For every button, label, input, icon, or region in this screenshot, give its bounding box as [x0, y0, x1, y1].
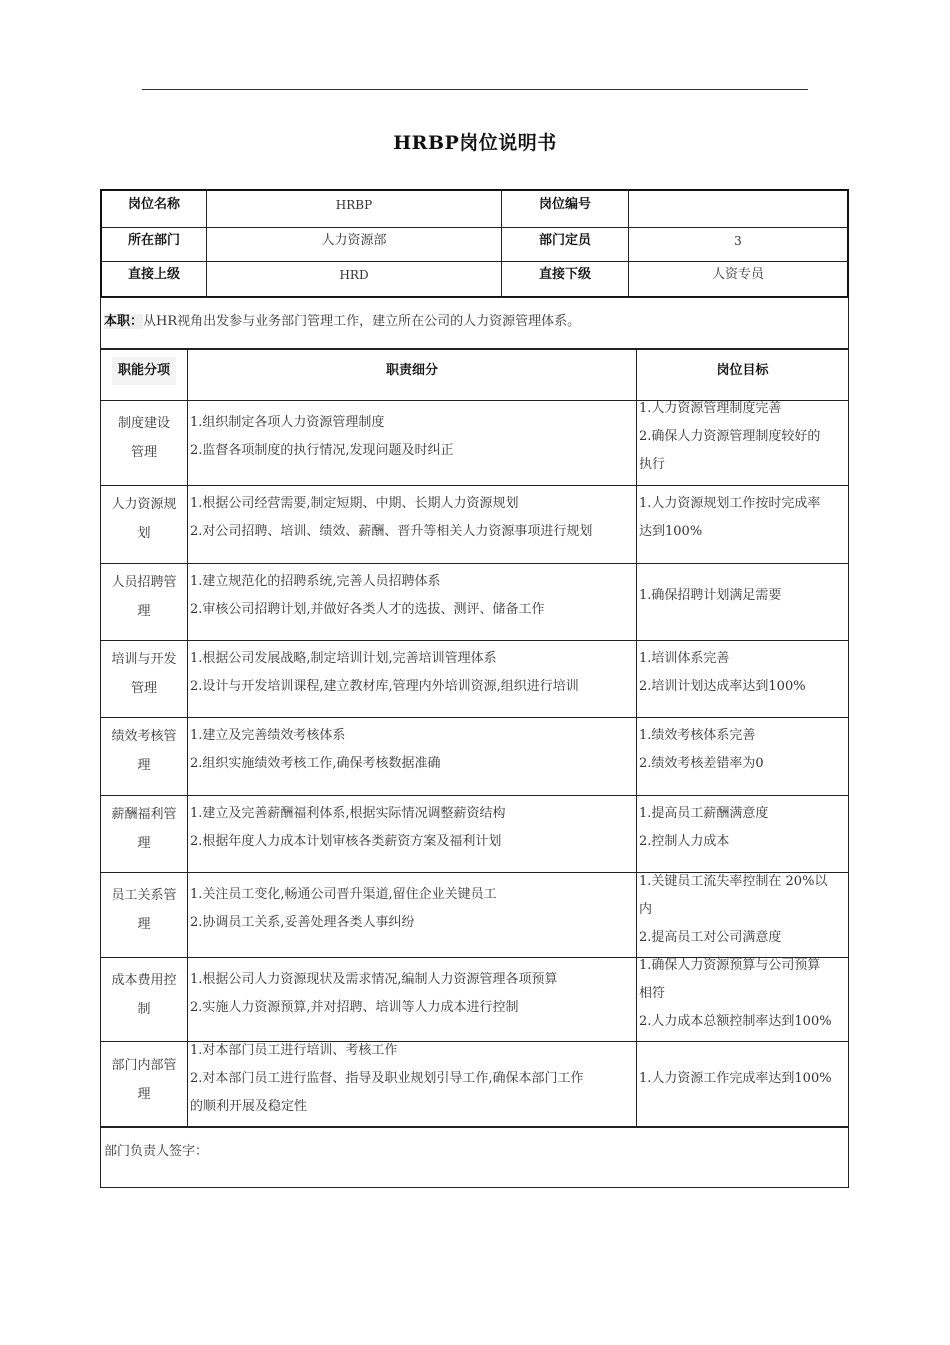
function-line: 理 — [137, 604, 151, 619]
detail-line: 1.建立规范化的招聘系统,完善人员招聘体系 — [190, 574, 441, 589]
duty-text: 从HR视角出发参与业务部门管理工作，建立所在公司的人力资源管理体系。 — [143, 314, 581, 329]
goal-line: 1.确保招聘计划满足需要 — [639, 588, 782, 603]
detail-line: 的顺利开展及稳定性 — [190, 1099, 308, 1114]
function-line: 理 — [137, 1087, 151, 1102]
detail-line: 2.协调员工关系,妥善处理各类人事纠纷 — [190, 915, 415, 930]
row-details — [188, 881, 636, 937]
duty-label: 本职： — [104, 314, 144, 329]
superior-label: 直接上级 — [127, 267, 180, 282]
row-function — [101, 800, 187, 858]
row-goals — [637, 645, 848, 701]
function-line: 理 — [137, 758, 151, 773]
detail-line: 2.监督各项制度的执行情况,发现问题及时纠正 — [190, 443, 454, 458]
detail-line: 2.审核公司招聘计划,并做好各类人才的选拔、测评、储备工作 — [190, 602, 545, 617]
row-goals — [637, 395, 848, 479]
row-details — [188, 966, 636, 1022]
duty-statement — [104, 308, 844, 336]
detail-line: 1.对本部门员工进行培训、考核工作 — [190, 1043, 398, 1058]
detail-line: 1.根据公司人力资源现状及需求情况,编制人力资源管理各项预算 — [190, 972, 558, 987]
row-details — [188, 722, 636, 778]
function-line: 人员招聘管 — [111, 575, 177, 590]
goal-line: 相符 — [639, 986, 666, 1001]
detail-line: 1.根据公司经营需要,制定短期、中期、长期人力资源规划 — [190, 496, 519, 511]
detail-line: 1.建立及完善薪酬福利体系,根据实际情况调整薪资结构 — [190, 806, 506, 821]
detail-line: 1.组织制定各项人力资源管理制度 — [190, 415, 385, 430]
department-label: 所在部门 — [127, 233, 180, 248]
goal-line: 1.人力资源管理制度完善 — [639, 401, 782, 416]
function-line: 理 — [137, 836, 151, 851]
goal-line: 1.培训体系完善 — [639, 651, 730, 666]
row-function — [101, 409, 187, 467]
subordinate-label: 直接下级 — [538, 267, 591, 282]
header-details: 职责细分 — [385, 363, 438, 378]
position-code-value — [629, 191, 847, 221]
row-goals — [637, 868, 848, 952]
detail-line: 2.对公司招聘、培训、绩效、薪酬、晋升等相关人力资源事项进行规划 — [190, 524, 593, 539]
divider — [100, 717, 849, 718]
detail-line: 1.关注员工变化,畅通公司晋升渠道,留住企业关键员工 — [190, 887, 497, 902]
detail-line: 2.实施人力资源预算,并对招聘、培训等人力成本进行控制 — [190, 1000, 519, 1015]
superior-value: HRD — [339, 268, 369, 282]
goal-line: 1.绩效考核体系完善 — [639, 728, 756, 743]
goal-line: 内 — [639, 902, 653, 917]
function-line: 制度建设 — [117, 416, 170, 431]
headcount-value: 3 — [734, 234, 742, 248]
headcount-label: 部门定员 — [538, 233, 591, 248]
position-name-label: 岗位名称 — [127, 197, 180, 212]
row-goals — [637, 800, 848, 856]
header-rule — [142, 89, 808, 90]
row-details — [188, 645, 636, 701]
row-function — [101, 881, 187, 939]
divider — [100, 485, 849, 486]
goal-line: 1.确保人力资源预算与公司预算 — [639, 958, 821, 973]
subordinate-value: 人资专员 — [711, 267, 764, 282]
function-line: 成本费用控 — [111, 973, 177, 988]
header-goal: 岗位目标 — [716, 363, 769, 378]
goal-line: 2.培训计划达成率达到100% — [639, 679, 806, 694]
function-line: 管理 — [130, 681, 157, 696]
goal-line: 2.确保人力资源管理制度较好的 — [639, 429, 821, 444]
row-goals — [637, 722, 848, 778]
divider — [100, 640, 849, 641]
goal-line: 2.绩效考核差错率为0 — [639, 756, 764, 771]
function-line: 人力资源规 — [111, 497, 177, 512]
header-function: 职能分项 — [112, 357, 176, 385]
divider — [100, 563, 849, 564]
function-line: 管理 — [130, 445, 157, 460]
row-goals — [637, 1065, 848, 1093]
goal-line: 2.控制人力成本 — [639, 834, 730, 849]
goal-line: 1.人力资源规划工作按时完成率 — [639, 496, 821, 511]
row-goals — [637, 490, 848, 546]
function-line: 划 — [137, 526, 151, 541]
function-line: 制 — [137, 1002, 151, 1017]
row-function — [101, 645, 187, 703]
row-function — [101, 568, 187, 626]
row-details — [188, 409, 636, 465]
row-goals — [637, 952, 848, 1036]
row-details — [188, 568, 636, 624]
function-line: 培训与开发 — [111, 652, 177, 667]
function-line: 部门内部管 — [111, 1058, 177, 1073]
function-line: 绩效考核管 — [111, 729, 177, 744]
detail-line: 2.设计与开发培训课程,建立教材库,管理内外培训资源,组织进行培训 — [190, 679, 579, 694]
goal-line: 2.提高员工对公司满意度 — [639, 930, 782, 945]
row-function — [101, 490, 187, 548]
row-function — [101, 722, 187, 780]
page-title: HRBP岗位说明书 — [393, 132, 557, 154]
function-line: 员工关系管 — [111, 888, 177, 903]
row-details — [188, 1037, 636, 1121]
row-function — [101, 1051, 187, 1109]
signature-label: 部门负责人签字： — [104, 1144, 209, 1159]
row-function — [101, 966, 187, 1024]
department-value: 人力资源部 — [321, 233, 387, 248]
detail-line: 2.对本部门员工进行监督、指导及职业规划引导工作,确保本部门工作 — [190, 1071, 584, 1086]
row-details — [188, 490, 636, 546]
goal-line: 达到100% — [639, 524, 703, 539]
function-line: 薪酬福利管 — [111, 807, 177, 822]
goal-line: 1.关键员工流失率控制在 20%以 — [639, 874, 828, 889]
detail-line: 2.组织实施绩效考核工作,确保考核数据准确 — [190, 756, 441, 771]
detail-line: 1.根据公司发展战略,制定培训计划,完善培训管理体系 — [190, 651, 497, 666]
position-name-value: HRBP — [335, 198, 373, 212]
position-code-label: 岗位编号 — [538, 197, 591, 212]
detail-line: 1.建立及完善绩效考核体系 — [190, 728, 346, 743]
function-line: 理 — [137, 917, 151, 932]
divider — [100, 795, 849, 796]
row-details — [188, 800, 636, 856]
detail-line: 2.根据年度人力成本计划审核各类薪资方案及福利计划 — [190, 834, 502, 849]
goal-line: 执行 — [639, 457, 666, 472]
row-goals — [637, 582, 848, 610]
goal-line: 2.人力成本总额控制率达到100% — [639, 1014, 832, 1029]
goal-line: 1.提高员工薪酬满意度 — [639, 806, 769, 821]
goal-line: 1.人力资源工作完成率达到100% — [639, 1071, 832, 1086]
